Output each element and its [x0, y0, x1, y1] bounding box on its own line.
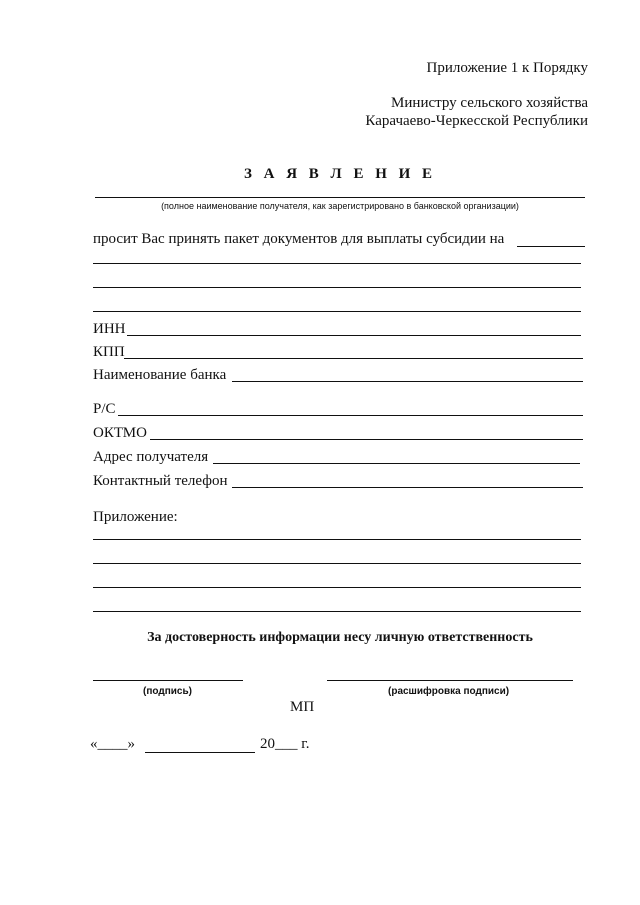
phone-label: Контактный телефон: [93, 473, 228, 489]
bank-name-field[interactable]: [232, 381, 583, 382]
addressee-line-2: Карачаево-Черкесской Республики: [365, 113, 588, 129]
attachment-line-1[interactable]: [93, 539, 581, 540]
date-year[interactable]: 20___ г.: [260, 736, 310, 752]
blank-line-2[interactable]: [93, 287, 581, 288]
signature-line[interactable]: [93, 680, 243, 681]
responsibility-statement: За достоверность информации несу личную ответственность: [147, 630, 533, 645]
bank-name-label: Наименование банка: [93, 367, 227, 383]
signature-decoding-caption: (расшифровка подписи): [388, 686, 510, 697]
attachment-line-4[interactable]: [93, 611, 581, 612]
recipient-caption: (полное наименование получателя, как зарегистрировано в банковской организации): [161, 201, 519, 211]
address-label: Адрес получателя: [93, 449, 209, 465]
phone-field[interactable]: [232, 487, 583, 488]
oktmo-field[interactable]: [150, 439, 583, 440]
document-title: З А Я В Л Е Н И Е: [243, 166, 437, 182]
date-day[interactable]: «____»: [90, 736, 135, 752]
attachment-label: Приложение:: [93, 509, 178, 525]
appendix-label: Приложение 1 к Порядку: [426, 60, 588, 76]
date-month-line[interactable]: [145, 752, 255, 753]
blank-line-1[interactable]: [93, 263, 581, 264]
blank-line-3[interactable]: [93, 311, 581, 312]
account-field[interactable]: [118, 415, 583, 416]
kpp-label: КПП: [93, 344, 125, 360]
addressee-line-1: Министру сельского хозяйства: [391, 95, 588, 111]
stamp-label: МП: [290, 699, 315, 715]
inn-label: ИНН: [93, 321, 126, 337]
address-field[interactable]: [213, 463, 580, 464]
inn-field[interactable]: [127, 335, 581, 336]
oktmo-label: ОКТМО: [93, 425, 147, 441]
request-text: просит Вас принять пакет документов для выплаты субсидии на: [93, 231, 505, 247]
signature-decoding-line[interactable]: [327, 680, 573, 681]
attachment-line-2[interactable]: [93, 563, 581, 564]
subsidy-purpose-line[interactable]: [517, 246, 585, 247]
signature-caption: (подпись): [143, 686, 192, 697]
attachment-line-3[interactable]: [93, 587, 581, 588]
account-label: Р/С: [93, 401, 116, 417]
recipient-name-line[interactable]: [95, 197, 585, 198]
kpp-field[interactable]: [124, 358, 583, 359]
